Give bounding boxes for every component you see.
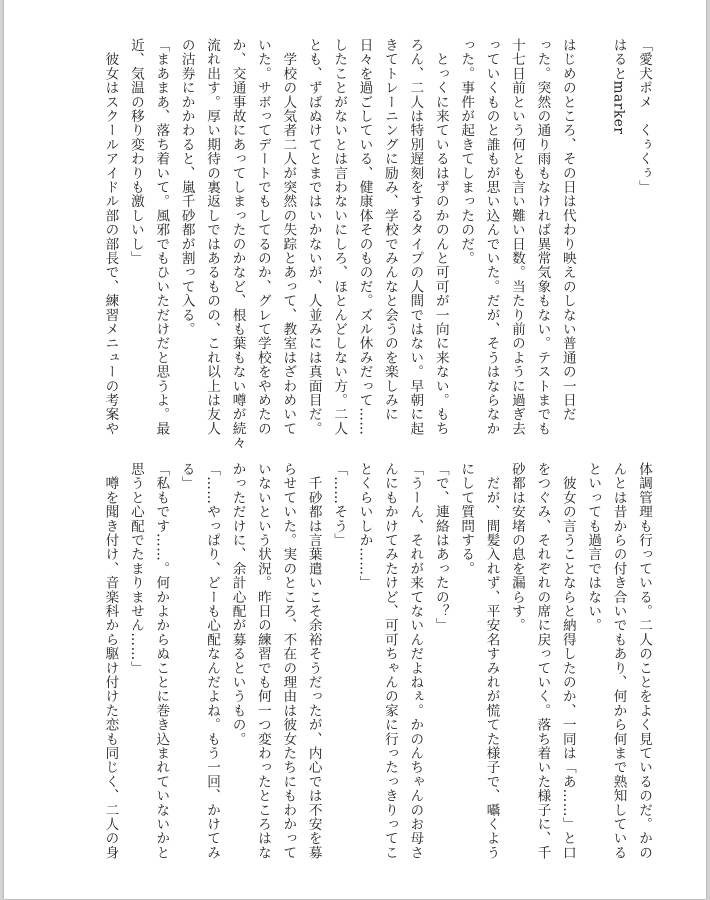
upper-text-line: 学校の人気者二人が突然の失踪とあって、教室はざわめいて: [280, 38, 297, 436]
upper-text-line: った。事件が起きてしまったのだ。: [458, 38, 475, 266]
document-page: [4, 0, 706, 899]
lower-text-line: だが、間髪入れず、平安名すみれが慌てた様子で、囁くよう: [483, 462, 500, 860]
upper-text-block: [97, 38, 656, 450]
lower-text-line: とくらいしか……」: [356, 462, 373, 590]
lower-text-line: をつぐみ、それぞれの席に戻っていく。落ち着いた様子に、千: [534, 462, 551, 860]
lower-text-line: 体調管理も行っている。二人のことをよく見ているのだ。かの: [636, 462, 652, 860]
upper-text-line: とっくに来ているはずのかのんと可可が一向に来ない。もち: [432, 38, 449, 436]
lower-text-line: といっても過言ではない。: [585, 462, 602, 633]
upper-text-line: の沽券にかかわると、嵐千砂都が割って入る。: [178, 38, 195, 337]
upper-text-line: はじめのところ、その日は代わり映えのしない普通の一日だ: [559, 38, 576, 422]
upper-text-line: か、交通事故にあってしまったのかなど、根も葉もない噂が続々: [229, 38, 246, 450]
upper-text-line: 彼女はスクールアイドル部の部長で、練習メニューの考案や: [102, 38, 119, 436]
lower-text-line: る」: [178, 462, 195, 491]
upper-text-line: 「まあまあ、落ち着いて。風邪でもひいただけだと思うよ。最: [153, 38, 170, 436]
upper-text-line: いた。サボってデートでもしてるのか、グレて学校をやめたの: [254, 38, 271, 436]
upper-text-line: ろん、二人は特別遅刻をするタイプの人間ではない。早朝に起: [407, 38, 424, 436]
lower-text-block: [97, 462, 656, 860]
lower-text-line: 「うーん、それが来てないんだよねぇ。かのんちゃんのお母さ: [407, 462, 424, 860]
lower-text-line: んとは昔からの付き合いでもあり、何から何まで熟知している: [610, 462, 627, 860]
lower-text-line: 「……そう」: [331, 462, 348, 548]
upper-text-line: とも、ずばぬけてとまではいかないが、人並みには真面目だ。: [305, 38, 322, 436]
lower-text-line: らせていた。実のところ、不在の理由は彼女たちにもわかって: [280, 462, 297, 860]
lower-text-line: 砂都は安堵の息を漏らす。: [508, 462, 525, 633]
upper-text-line: [580, 38, 605, 408]
lower-text-line: んにもかけてみたけど、可可ちゃんの家に行ったっきりってこ: [381, 462, 398, 860]
lower-text-line: 「私もです……。何かよからぬことに巻き込まれていないかと: [153, 462, 170, 860]
upper-text-line: きてトレーニングに励み、学校でみんなと会うのを楽しみに: [381, 38, 398, 422]
upper-text-line: 近、気温の移り変わりも激しいし」: [127, 38, 144, 266]
upper-text-line: 日々を過ごしている、健康体そのものだ。ズル休みだって……: [356, 38, 373, 436]
lower-text-line: 千砂都は言葉遣いこそ余裕そうだったが、内心では不安を募: [305, 462, 322, 860]
lower-text-line: かっただけに、余計心配が募るというもの。: [229, 462, 246, 746]
upper-text-line: 流れ出す。厚い期待の裏返しではあるものの、これ以上は友人: [204, 38, 221, 436]
upper-text-line: はるとmarker: [610, 38, 627, 135]
lower-text-line: にして質問する。: [458, 462, 475, 576]
upper-text-line: したことがないとは言わないにしろ、ほとんどしない方。二人: [331, 38, 348, 436]
lower-text-line: 彼女の言うことならと納得したのか、一同は「あ……」と口: [559, 462, 576, 860]
lower-text-line: 思うと心配でたまりません……」: [127, 462, 144, 675]
upper-text-line: 「愛犬ポメ くぅくぅ」: [636, 38, 652, 195]
upper-text-line: っていくものと誰もが思い込んでいた。だが、そうはならなか: [483, 38, 500, 436]
lower-text-line: 「で、連絡はあったの？」: [432, 462, 449, 633]
upper-text-line: 十七日前という何とも言い難い日数。当たり前のように過ぎ去: [508, 38, 525, 436]
lower-text-line: 「……やっぱり、どーも心配なんだよね。もう一回、かけてみ: [204, 462, 221, 860]
lower-text-line: いないという状況。昨日の練習でも何一つ変わったところはな: [254, 462, 271, 860]
upper-text-line: った。突然の通り雨もなければ異常気象もない。テストまでも: [534, 38, 551, 436]
lower-text-line: 噂を聞き付け、音楽科から駆け付けた恋も同じく、二人の身: [102, 462, 119, 860]
